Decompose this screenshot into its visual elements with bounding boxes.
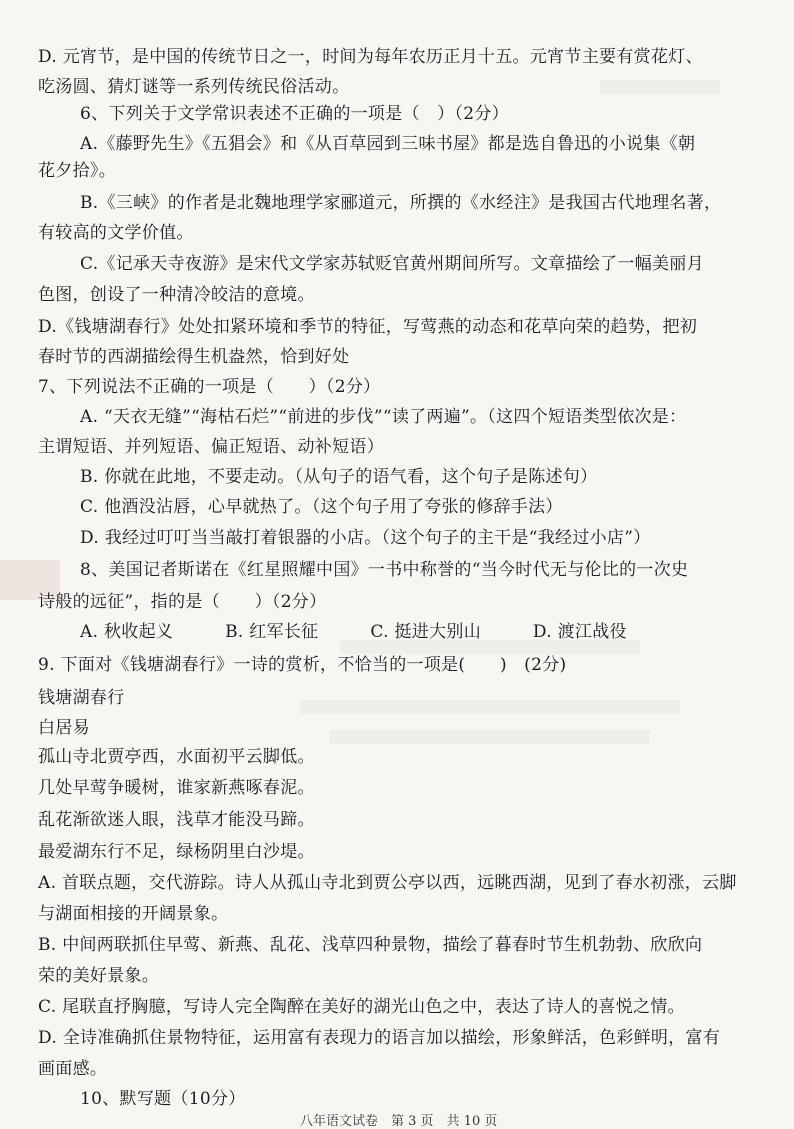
question-8-line-1: 8、美国记者斯诺在《红星照耀中国》一书中称誉的“当今时代无与伦比的一次史 (80, 560, 689, 580)
option-d-line-2: 吃汤圆、猜灯谜等一系列传统民俗活动。 (38, 77, 350, 97)
page-footer: 八年语文试卷 第 3 页 共 10 页 (300, 1114, 498, 1129)
poem-line-4: 最爱湖东行不足，绿杨阴里白沙堤。 (38, 842, 315, 862)
q7-option-c: C. 他酒没沾唇，心早就热了。（这个句子用了夸张的修辞手法） (80, 497, 563, 517)
q7-option-a-line-1: A. “天衣无缝”“海枯石烂”“前进的步伐”“读了两遍”。（这四个短语类型依次是： (80, 407, 687, 427)
poem-line-3: 乱花渐欲迷人眼，浅草才能没马蹄。 (38, 810, 315, 830)
poem-author: 白居易 (38, 718, 90, 738)
question-8-line-2: 诗般的远征”，指的是（ ）（2分） (38, 592, 327, 612)
q7-option-a-line-2: 主谓短语、并列短语、偏正短语、动补短语） (38, 437, 384, 457)
q6-option-c-line-1: C.《记承天寺夜游》是宋代文学家苏轼贬官黄州期间所写。文章描绘了一幅美丽月 (80, 254, 704, 274)
q7-option-b: B. 你就在此地，不要走动。（从句子的语气看，这个句子是陈述句） (80, 467, 598, 487)
q6-option-a-line-1: A.《藤野先生》《五猖会》和《从百草园到三味书屋》都是选自鲁迅的小说集《朝 (80, 134, 696, 154)
q6-option-a-line-2: 花夕拾》。 (38, 161, 116, 181)
question-9: 9. 下面对《钱塘湖春行》一诗的赏析，不恰当的一项是( ) (2分) (38, 655, 567, 675)
q6-option-b-line-1: B.《三峡》的作者是北魏地理学家郦道元，所撰的《水经注》是我国古代地理名著， (80, 193, 722, 213)
q8-options: A. 秋收起义 B. 红军长征 C. 挺进大别山 D. 渡江战役 (80, 622, 627, 642)
question-10: 10、默写题（10分） (80, 1089, 246, 1109)
bleed-through-mark (330, 730, 650, 744)
q9-option-a-line-1: A. 首联点题，交代游踪。诗人从孤山寺北到贾公亭以西，远眺西湖，见到了春水初涨，云脚 (38, 873, 737, 893)
question-7: 7、下列说法不正确的一项是（ ）（2分） (38, 377, 381, 397)
q9-option-b-line-1: B. 中间两联抓住早莺、新燕、乱花、浅草四种景物，描绘了暮春时节生机勃勃、欣欣向 (38, 935, 703, 955)
q6-option-d-line-2: 春时节的西湖描绘得生机盎然，恰到好处 (38, 347, 350, 367)
question-6: 6、下列关于文学常识表述不正确的一项是（ ）（2分） (80, 104, 509, 124)
poem-title: 钱塘湖春行 (38, 688, 125, 708)
poem-line-1: 孤山寺北贾亭西，水面初平云脚低。 (38, 747, 315, 767)
q9-option-c: C. 尾联直抒胸臆，写诗人完全陶醉在美好的湖光山色之中，表达了诗人的喜悦之情。 (38, 997, 685, 1017)
q6-option-d-line-1: D.《钱塘湖春行》处处扣紧环境和季节的特征，写莺燕的动态和花草向荣的趋势，把初 (38, 317, 698, 337)
option-d-line-1: D. 元宵节，是中国的传统节日之一，时间为每年农历正月十五。元宵节主要有赏花灯、 (38, 47, 703, 67)
q9-option-d-line-1: D. 全诗准确抓住景物特征，运用富有表现力的语言加以描绘，形象鲜活，色彩鲜明，富有 (38, 1028, 721, 1048)
q7-option-d: D. 我经过叮叮当当敲打着银器的小店。（这个句子的主干是“我经过小店”） (80, 528, 651, 548)
q9-option-d-line-2: 画面感。 (38, 1059, 108, 1079)
q6-option-b-line-2: 有较高的文学价值。 (38, 223, 194, 243)
poem-line-2: 几处早莺争暖树，谁家新燕啄春泥。 (38, 778, 315, 798)
q6-option-c-line-2: 色图，创设了一种清冷皎洁的意境。 (38, 285, 315, 305)
q9-option-a-line-2: 与湖面相接的开阔景象。 (38, 904, 229, 924)
bleed-through-mark (600, 80, 720, 94)
q9-option-b-line-2: 荣的美好景象。 (38, 966, 160, 986)
bleed-through-mark (300, 700, 680, 714)
